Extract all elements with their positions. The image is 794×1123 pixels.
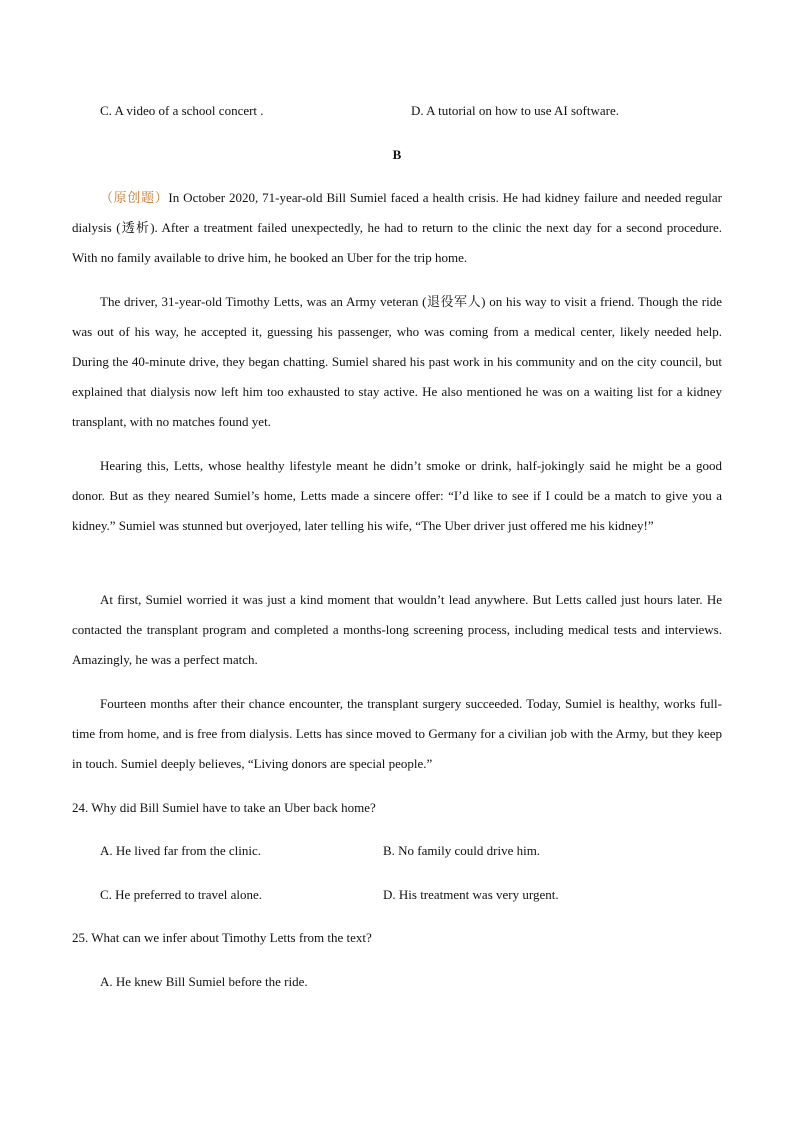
option-c: C. A video of a school concert . (100, 103, 264, 118)
passage-paragraph-3: Hearing this, Letts, whose healthy lifestyle meant he didn’t smoke or drink, half-jokingly said he might be a good donor. But as they neared Sumiel’s home, Letts made a sincere offer: “I’d like to see if I could be a match to give you a kidney.” Sumiel was stunned but overjoyed, later telling his wife, “The Uber driver just offered me his kidney!” (72, 458, 722, 533)
question-24-options-row-1 (100, 843, 660, 859)
passage-paragraph-5: Fourteen months after their chance encounter, the transplant surgery succeeded. Today, Sumiel is healthy, works full-time from home, and is free from dialysis. Letts has since moved to Germany for a civilian job with the Army, but they keep in touch. Sumiel deeply believes, “Living donors are special people.” (72, 696, 722, 771)
passage-paragraph-4: At first, Sumiel worried it was just a kind moment that wouldn’t lead anywhere. But Letts called just hours later. He contacted the transplant program and completed a months-long screening process, including medical tests and interviews. Amazingly, he was a perfect match. (72, 592, 722, 667)
question-25-stem: 25. What can we infer about Timothy Letts from the text? (72, 930, 372, 945)
question-24-stem: 24. Why did Bill Sumiel have to take an Uber back home? (72, 800, 376, 815)
question-24-option-d: D. His treatment was very urgent. (383, 887, 559, 902)
question-24-options-row-2 (100, 887, 660, 903)
option-d: D. A tutorial on how to use AI software. (411, 103, 619, 118)
paragraph-1-text: In October 2020, 71-year-old Bill Sumiel faced a health crisis. He had kidney failure and needed regular dialysis (透析). After a treatment failed unexpectedly, he had to return to the clinic the next day for a second procedure. With no family available to drive him, he booked an Uber for the trip home. (72, 190, 722, 265)
section-title: B (392, 147, 402, 162)
question-24-option-b: B. No family could drive him. (383, 843, 541, 858)
question-25-options-row-1 (100, 974, 660, 990)
prev-options-row (100, 103, 660, 119)
question-25-option-a: A. He knew Bill Sumiel before the ride. (100, 974, 308, 989)
passage-paragraph-2: The driver, 31-year-old Timothy Letts, was an Army veteran (退役军人) on his way to visit a friend. Though the ride was out of his way, he accepted it, guessing his passenger, who was coming from a medical center, likely needed help. During the 40-minute drive, they began chatting. Sumiel shared his past work in his community and on the city council, but explained that dialysis now left him too exhausted to stay active. He also mentioned he was on a waiting list for a kidney transplant, with no matches found yet. (72, 294, 722, 429)
question-24-option-a: A. He lived far from the clinic. (100, 843, 261, 858)
question-24-option-c: C. He preferred to travel alone. (100, 887, 263, 902)
original-question-tag: （原创题） (100, 190, 169, 205)
passage-paragraph-1 (72, 183, 722, 273)
